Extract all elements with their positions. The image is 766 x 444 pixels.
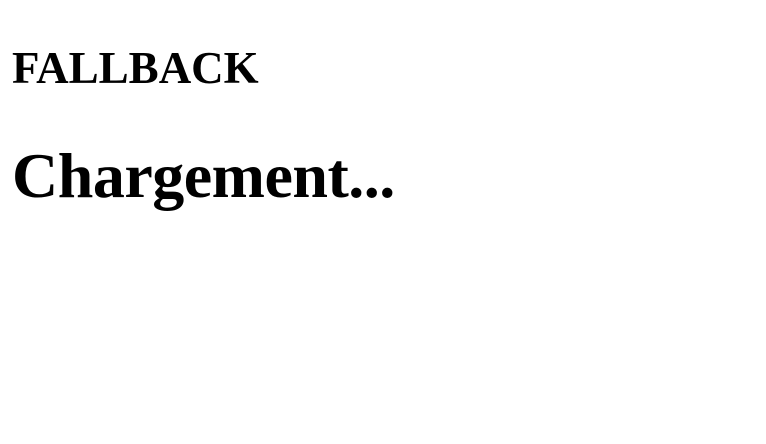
fallback-heading: FALLBACK <box>12 43 259 93</box>
loading-message: Chargement... <box>12 140 395 211</box>
fallback-page <box>12 0 766 444</box>
